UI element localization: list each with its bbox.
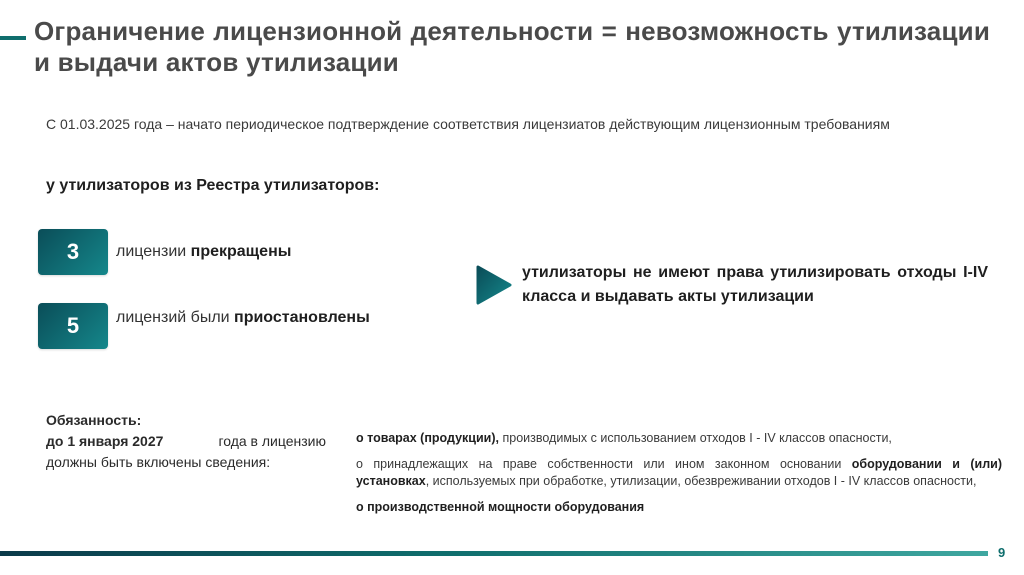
stat-label-plain: лицензий были (116, 309, 235, 326)
slide-title: Ограничение лицензионной деятельности = невозможность утилизации и выдачи актов утилизации (34, 16, 990, 77)
obligation-deadline (46, 431, 326, 452)
list-item (356, 499, 1002, 516)
stat-label-bold: приостановлены (234, 309, 370, 326)
stat-label-bold: прекращены (190, 243, 292, 260)
obligation-items (356, 430, 1002, 525)
intro-text: С 01.03.2025 года – начато периодическое подтверждение соответствия лицензиатов действующим лицензионным требованиям (46, 116, 890, 132)
registry-subheading: у утилизаторов из Реестра утилизаторов: (46, 177, 380, 194)
stat-label-terminated (116, 243, 291, 261)
stat-label-suspended (116, 309, 370, 327)
footer-divider (0, 551, 988, 556)
item-rest: производимых с использованием отходов I - IV классов опасности, (499, 431, 892, 445)
stat-badge-terminated: 3 (38, 229, 108, 275)
stat-badge-suspended: 5 (38, 303, 108, 349)
page-number: 9 (998, 545, 1006, 560)
obligation-deadline-date: до 1 января 2027 (46, 433, 164, 449)
item-rest: , используемых при обработке, утилизации, обезвреживании отходов I - IV классов опасности, (425, 474, 977, 488)
item-bold: о товарах (продукции), (356, 431, 499, 445)
obligation-line3: должны быть включены сведения: (46, 454, 271, 470)
list-item (356, 430, 1002, 447)
play-arrow-icon (474, 265, 514, 305)
item-plain: о принадлежащих на праве собственности или ином законном основании (356, 457, 852, 471)
title-accent-bar (0, 36, 26, 40)
obligation-deadline-rest: года в лицензию (218, 433, 326, 449)
list-item (356, 456, 1002, 490)
item-bold: оборудовании и (или) установках (356, 457, 1002, 488)
item-bold: о производственной мощности оборудования (356, 500, 645, 514)
callout-text: утилизаторы не имеют права утилизировать отходы I-IV класса и выдавать акты утилизации (522, 264, 988, 305)
stat-label-plain: лицензии (116, 243, 191, 260)
obligation-block (46, 410, 326, 473)
obligation-label: Обязанность: (46, 412, 142, 428)
